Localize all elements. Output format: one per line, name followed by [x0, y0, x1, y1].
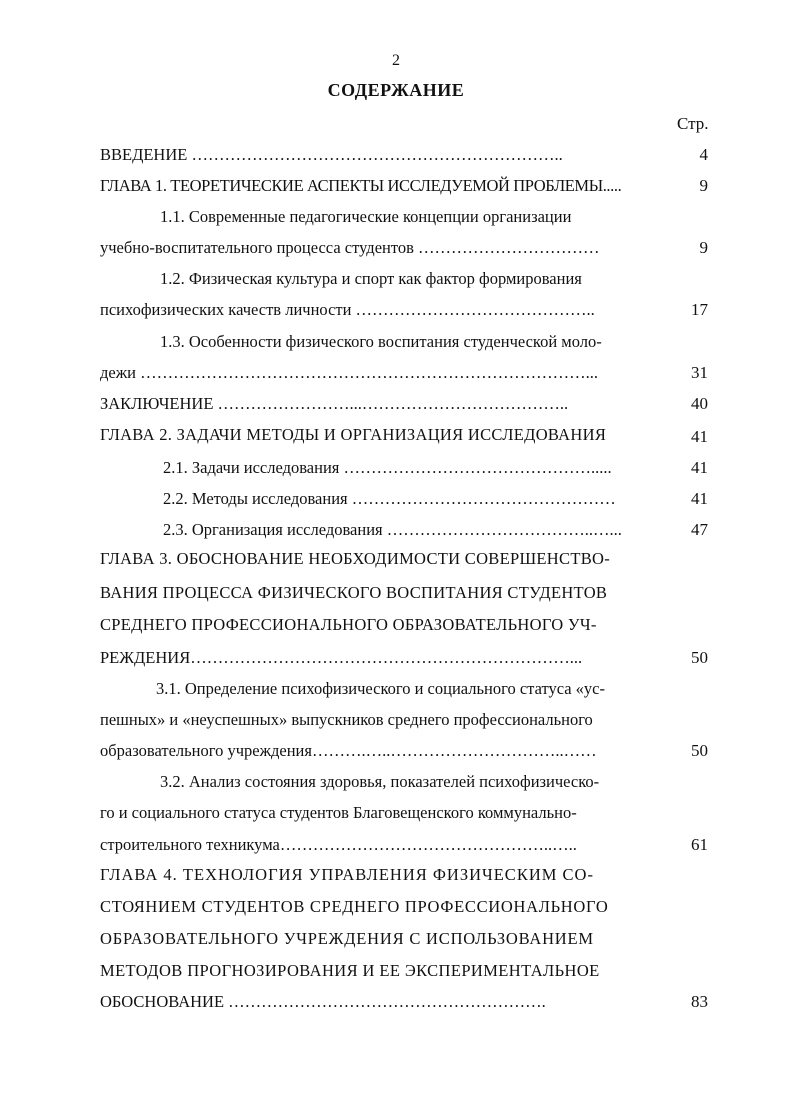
page-ref: 9 — [699, 238, 708, 257]
toc-entry-section-3-2-cont-2: строительного техникума…………………………………………..….. — [100, 835, 577, 854]
toc-entry-chapter-3-cont-3: РЕЖДЕНИЯ……………………………………………………………... — [100, 648, 583, 667]
toc-entry-chapter-3-cont-2: СРЕДНЕГО ПРОФЕССИОНАЛЬНОГО ОБРАЗОВАТЕЛЬНОГО УЧ- — [100, 615, 597, 634]
toc-entry-chapter-3-cont-1: ВАНИЯ ПРОЦЕССА ФИЗИЧЕСКОГО ВОСПИТАНИЯ СТУДЕНТОВ — [100, 583, 608, 602]
page-ref: 61 — [691, 835, 708, 854]
page-ref: 31 — [691, 363, 708, 382]
toc-entry-chapter-1: ГЛАВА 1. ТЕОРЕТИЧЕСКИЕ АСПЕКТЫ ИССЛЕДУЕМОЙ ПРОБЛЕМЫ..... — [100, 176, 622, 195]
toc-entry-section-3-1-cont-2: образовательного учреждения……….…..…………………………..…… — [100, 741, 597, 760]
page-ref: 83 — [691, 992, 708, 1011]
page-ref: 4 — [699, 145, 708, 164]
toc-entry-section-1-2: 1.2. Физическая культура и спорт как фактор формирования — [160, 269, 582, 288]
toc-entry-section-2-2: 2.2. Методы исследования ………………………………………… — [163, 489, 616, 508]
page-ref: 17 — [691, 300, 708, 319]
toc-entry-section-3-1: 3.1. Определение психофизического и социального статуса «ус- — [156, 679, 605, 698]
page-ref: 50 — [691, 648, 708, 667]
page-number: 2 — [392, 52, 400, 69]
page-ref: 41 — [691, 489, 708, 508]
toc-entry-section-3-2: 3.2. Анализ состояния здоровья, показателей психофизическо- — [160, 772, 600, 791]
toc-entry-chapter-4-cont-1: СТОЯНИЕМ СТУДЕНТОВ СРЕДНЕГО ПРОФЕССИОНАЛЬНОГО — [100, 897, 609, 916]
toc-entry-section-1-1: 1.1. Современные педагогические концепции организации — [160, 207, 572, 226]
toc-entry-section-1-1-cont: учебно-воспитательного процесса студентов …………………………… — [100, 238, 600, 257]
toc-entry-section-1-2-cont: психофизических качеств личности …………………………………….. — [100, 300, 595, 319]
page-ref: 41 — [691, 458, 708, 477]
toc-entry-introduction: ВВЕДЕНИЕ ………………………………………………………….. — [100, 145, 563, 164]
page-ref: 40 — [691, 394, 708, 413]
toc-entry-section-3-2-cont-1: го и социального статуса студентов Благовещенского коммунально- — [100, 803, 577, 822]
page-title: СОДЕРЖАНИЕ — [327, 80, 465, 100]
toc-entry-chapter-4: ГЛАВА 4. ТЕХНОЛОГИЯ УПРАВЛЕНИЯ ФИЗИЧЕСКИМ СО- — [100, 865, 594, 884]
toc-entry-chapter-4-cont-3: МЕТОДОВ ПРОГНОЗИРОВАНИЯ И ЕЕ ЭКСПЕРИМЕНТАЛЬНОЕ — [100, 961, 600, 980]
toc-entry-chapter-2: ГЛАВА 2. ЗАДАЧИ МЕТОДЫ И ОРГАНИЗАЦИЯ ИССЛЕДОВАНИЯ — [100, 425, 607, 444]
toc-entry-section-2-1: 2.1. Задачи исследования ………………………………………..... — [163, 458, 612, 477]
toc-entry-section-1-3: 1.3. Особенности физического воспитания студенческой моло- — [160, 332, 602, 351]
toc-entry-chapter-4-cont-4: ОБОСНОВАНИЕ …………………………………………………. — [100, 992, 546, 1011]
pages-column-header: Стр. — [677, 114, 709, 133]
toc-entry-conclusion: ЗАКЛЮЧЕНИЕ ……………………...……………………………….. — [100, 394, 569, 413]
page-ref: 41 — [691, 427, 708, 446]
page-ref: 9 — [699, 176, 708, 195]
toc-entry-chapter-4-cont-2: ОБРАЗОВАТЕЛЬНОГО УЧРЕЖДЕНИЯ С ИСПОЛЬЗОВАНИЕМ — [100, 929, 594, 948]
toc-entry-section-1-3-cont: дежи ………………………………………………………………………... — [100, 363, 598, 382]
page-ref: 50 — [691, 741, 708, 760]
toc-entry-section-2-3: 2.3. Организация исследования ………………………………..…... — [163, 520, 622, 539]
toc-entry-chapter-3: ГЛАВА 3. ОБОСНОВАНИЕ НЕОБХОДИМОСТИ СОВЕРШЕНСТВО- — [100, 549, 611, 568]
page-ref: 47 — [691, 520, 708, 539]
toc-entry-section-3-1-cont-1: пешных» и «неуспешных» выпускников среднего профессионального — [100, 710, 593, 729]
